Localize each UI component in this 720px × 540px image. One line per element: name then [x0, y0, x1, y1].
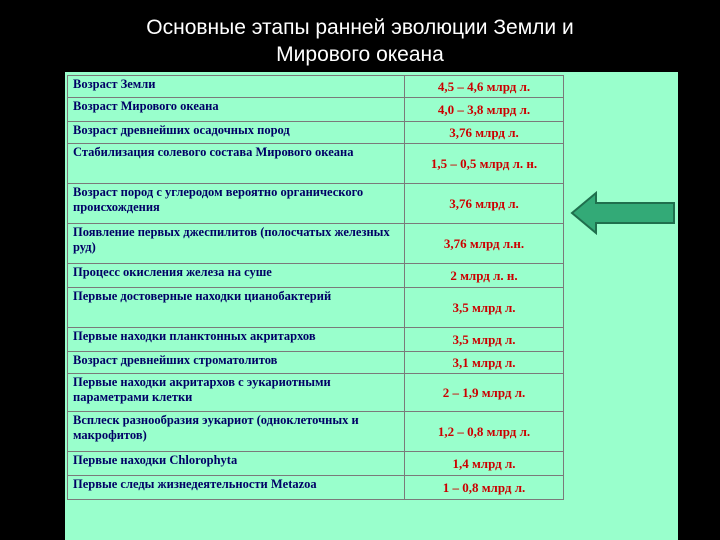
age-cell: 2 – 1,9 млрд л.: [405, 374, 564, 412]
event-cell: Первые следы жизнедеятельности Metazoa: [68, 476, 405, 500]
age-cell: 4,5 – 4,6 млрд л.: [405, 76, 564, 98]
event-cell: Появление первых джеспилитов (полосчатых железных руд): [68, 224, 405, 264]
event-cell: Первые достоверные находки цианобактерий: [68, 288, 405, 328]
event-cell: Возраст древнейших осадочных пород: [68, 122, 405, 144]
age-cell: 3,76 млрд л.: [405, 122, 564, 144]
age-cell: 4,0 – 3,8 млрд л.: [405, 98, 564, 122]
table-row: [68, 76, 564, 98]
age-cell: 1,2 – 0,8 млрд л.: [405, 412, 564, 452]
age-cell: 1,4 млрд л.: [405, 452, 564, 476]
slide-title-line-1: Основные этапы ранней эволюции Земли и: [146, 16, 574, 39]
event-cell: Первые находки акритархов с эукариотными параметрами клетки: [68, 374, 405, 412]
table-row: [68, 144, 564, 184]
table-row: [68, 98, 564, 122]
event-cell: Процесс окисления железа на суше: [68, 264, 405, 288]
event-cell: Возраст пород с углеродом вероятно органического происхождения: [68, 184, 405, 224]
left-arrow-icon: [570, 191, 678, 235]
age-cell: 2 млрд л. н.: [405, 264, 564, 288]
age-cell: 3,76 млрд л.н.: [405, 224, 564, 264]
slide-title-line-2: Мирового океана: [276, 43, 444, 66]
event-cell: Возраст Мирового океана: [68, 98, 405, 122]
event-cell: Стабилизация солевого состава Мирового океана: [68, 144, 405, 184]
table-row: [68, 224, 564, 264]
table-row: [68, 184, 564, 224]
table-row: [68, 264, 564, 288]
age-cell: 1,5 – 0,5 млрд л. н.: [405, 144, 564, 184]
table-row: [68, 122, 564, 144]
table-row: [68, 452, 564, 476]
table-row: [68, 328, 564, 352]
table-row: [68, 352, 564, 374]
event-cell: Возраст древнейших строматолитов: [68, 352, 405, 374]
table-row: [68, 476, 564, 500]
event-cell: Первые находки планктонных акритархов: [68, 328, 405, 352]
age-cell: 3,1 млрд л.: [405, 352, 564, 374]
table-row: [68, 412, 564, 452]
evolution-stages-table: [67, 75, 564, 500]
age-cell: 3,5 млрд л.: [405, 288, 564, 328]
event-cell: Возраст Земли: [68, 76, 405, 98]
age-cell: 3,76 млрд л.: [405, 184, 564, 224]
slide-title: [0, 14, 720, 68]
table-row: [68, 288, 564, 328]
event-cell: Первые находки Chlorophyta: [68, 452, 405, 476]
age-cell: 1 – 0,8 млрд л.: [405, 476, 564, 500]
age-cell: 3,5 млрд л.: [405, 328, 564, 352]
table-row: [68, 374, 564, 412]
event-cell: Всплеск разнообразия эукариот (одноклеточных и макрофитов): [68, 412, 405, 452]
